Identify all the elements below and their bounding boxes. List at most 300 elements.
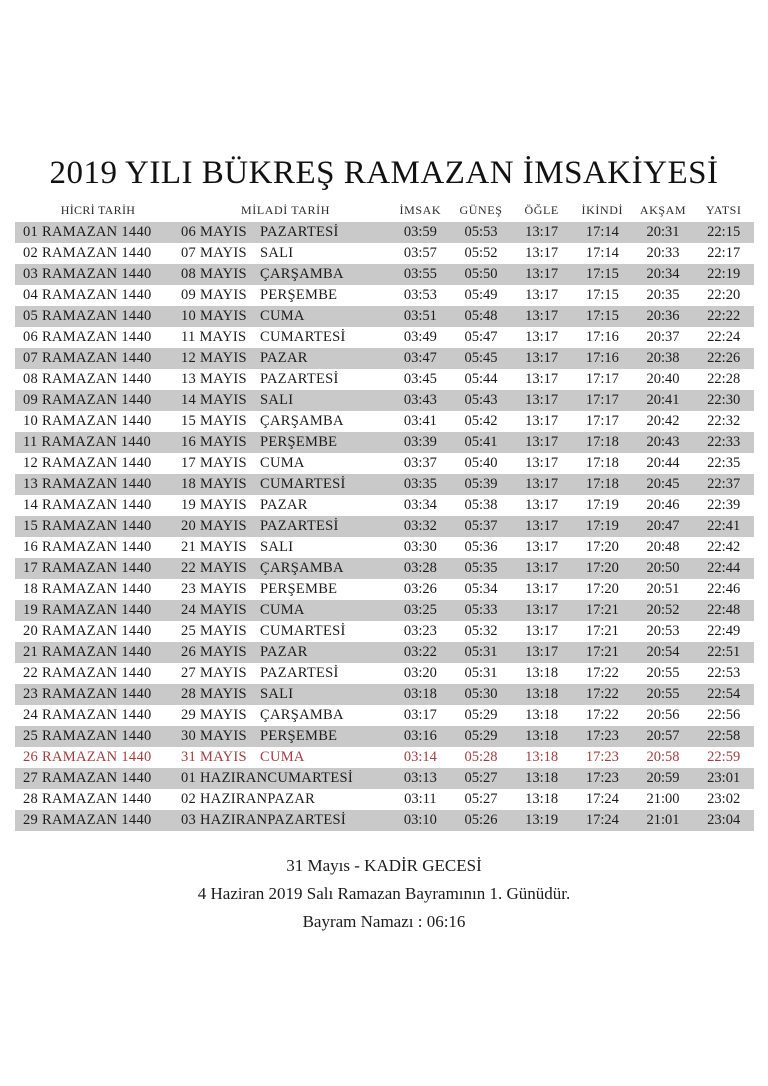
cell-miladi-date: 30 MAYIS — [181, 728, 247, 744]
cell-ikindi-time: 17:20 — [585, 560, 619, 576]
cell-yatsi-time: 23:02 — [707, 791, 741, 807]
cell-ikindi-time: 17:21 — [585, 623, 619, 639]
cell-day-name: SALI — [260, 539, 294, 555]
cell-miladi-tarih — [181, 539, 390, 556]
cell-imsak-time: 03:14 — [403, 749, 437, 765]
cell-hicri-tarih: 28 RAMAZAN 1440 — [23, 791, 152, 807]
cell-ikindi-time: 17:19 — [585, 497, 619, 513]
cell-miladi-date: 12 MAYIS — [181, 350, 247, 366]
cell-aksam-time: 20:40 — [646, 371, 680, 387]
cell-miladi-tarih — [181, 371, 390, 388]
cell-aksam-time: 20:44 — [646, 455, 680, 471]
cell-yatsi-time: 22:33 — [707, 434, 741, 450]
cell-miladi-date: 09 MAYIS — [181, 287, 247, 303]
table-row — [15, 537, 754, 558]
cell-aksam-time: 20:53 — [646, 623, 680, 639]
cell-yatsi-time: 22:41 — [707, 518, 741, 534]
cell-miladi-tarih — [181, 560, 390, 577]
table-row — [15, 684, 754, 705]
cell-miladi-tarih — [181, 791, 390, 808]
cell-miladi-tarih — [181, 602, 390, 619]
cell-yatsi-time: 23:01 — [707, 770, 741, 786]
column-header-ogle: ÖĞLE — [524, 202, 559, 217]
cell-imsak-time: 03:26 — [403, 581, 437, 597]
cell-yatsi-time: 22:24 — [707, 329, 741, 345]
cell-hicri-tarih: 18 RAMAZAN 1440 — [23, 581, 152, 597]
cell-miladi-date: 16 MAYIS — [181, 434, 247, 450]
column-header-miladi-tarih: MİLADİ TARİH — [240, 202, 330, 217]
cell-imsak-time: 03:57 — [403, 245, 437, 261]
cell-imsak-time: 03:49 — [403, 329, 437, 345]
cell-miladi-date: 15 MAYIS — [181, 413, 247, 429]
cell-ogle-time: 13:18 — [525, 749, 559, 765]
cell-miladi-date: 06 MAYIS — [181, 224, 247, 240]
cell-day-name: PAZARTESİ — [267, 812, 347, 828]
cell-aksam-time: 20:41 — [646, 392, 680, 408]
footer-note-bayram-gunu: 4 Haziran 2019 Salı Ramazan Bayramının 1. Günüdür. — [197, 884, 571, 903]
cell-aksam-time: 20:33 — [646, 245, 680, 261]
cell-yatsi-time: 23:04 — [707, 812, 741, 828]
cell-hicri-tarih: 09 RAMAZAN 1440 — [23, 392, 152, 408]
cell-ikindi-time: 17:18 — [585, 476, 619, 492]
cell-day-name: PERŞEMBE — [260, 728, 338, 744]
cell-gunes-time: 05:49 — [464, 287, 498, 303]
cell-aksam-time: 20:52 — [646, 602, 680, 618]
cell-gunes-time: 05:41 — [464, 434, 498, 450]
cell-miladi-tarih — [181, 413, 390, 430]
cell-yatsi-time: 22:26 — [707, 350, 741, 366]
cell-aksam-time: 20:46 — [646, 497, 680, 513]
cell-gunes-time: 05:44 — [464, 371, 498, 387]
cell-yatsi-time: 22:49 — [707, 623, 741, 639]
cell-yatsi-time: 22:56 — [707, 707, 741, 723]
cell-ikindi-time: 17:23 — [585, 728, 619, 744]
cell-miladi-tarih — [181, 392, 390, 409]
cell-yatsi-time: 22:22 — [707, 308, 741, 324]
table-row — [15, 390, 754, 411]
cell-day-name: PAZAR — [260, 497, 308, 513]
cell-hicri-tarih: 11 RAMAZAN 1440 — [23, 434, 152, 450]
cell-hicri-tarih: 29 RAMAZAN 1440 — [23, 812, 152, 828]
cell-yatsi-time: 22:32 — [707, 413, 741, 429]
cell-yatsi-time: 22:17 — [707, 245, 741, 261]
cell-gunes-time: 05:26 — [464, 812, 498, 828]
cell-gunes-time: 05:33 — [464, 602, 498, 618]
cell-miladi-tarih — [181, 707, 390, 724]
cell-miladi-tarih — [181, 623, 390, 640]
table-header-row — [15, 198, 754, 222]
column-header-imsak: İMSAK — [399, 202, 442, 217]
table-row — [15, 285, 754, 306]
cell-day-name: PAZAR — [260, 350, 308, 366]
cell-imsak-time: 03:35 — [403, 476, 437, 492]
cell-gunes-time: 05:36 — [464, 539, 498, 555]
table-row — [15, 747, 754, 768]
cell-gunes-time: 05:28 — [464, 749, 498, 765]
cell-day-name: SALI — [260, 245, 294, 261]
cell-ikindi-time: 17:17 — [585, 413, 619, 429]
cell-aksam-time: 20:54 — [646, 644, 680, 660]
cell-miladi-date: 26 MAYIS — [181, 644, 247, 660]
table-row — [15, 621, 754, 642]
cell-miladi-tarih — [181, 665, 390, 682]
table-row — [15, 768, 754, 789]
cell-miladi-date: 10 MAYIS — [181, 308, 247, 324]
cell-ikindi-time: 17:15 — [585, 287, 619, 303]
table-row — [15, 726, 754, 747]
cell-ogle-time: 13:17 — [525, 518, 559, 534]
cell-yatsi-time: 22:39 — [707, 497, 741, 513]
cell-ikindi-time: 17:20 — [585, 539, 619, 555]
cell-miladi-date: 21 MAYIS — [181, 539, 247, 555]
cell-ogle-time: 13:18 — [525, 770, 559, 786]
cell-day-name: CUMARTESİ — [260, 329, 346, 345]
cell-ikindi-time: 17:20 — [585, 581, 619, 597]
cell-imsak-time: 03:55 — [403, 266, 437, 282]
cell-day-name: CUMA — [260, 602, 305, 618]
cell-miladi-tarih — [181, 434, 390, 451]
cell-imsak-time: 03:59 — [403, 224, 437, 240]
cell-imsak-time: 03:13 — [403, 770, 437, 786]
table-row — [15, 705, 754, 726]
cell-yatsi-time: 22:53 — [707, 665, 741, 681]
cell-gunes-time: 05:39 — [464, 476, 498, 492]
table-row — [15, 432, 754, 453]
cell-imsak-time: 03:41 — [403, 413, 437, 429]
cell-miladi-date: 13 MAYIS — [181, 371, 247, 387]
cell-hicri-tarih: 06 RAMAZAN 1440 — [23, 329, 152, 345]
cell-miladi-date: 29 MAYIS — [181, 707, 247, 723]
cell-imsak-time: 03:10 — [403, 812, 437, 828]
cell-miladi-tarih — [181, 728, 390, 745]
cell-gunes-time: 05:40 — [464, 455, 498, 471]
cell-aksam-time: 20:37 — [646, 329, 680, 345]
cell-ogle-time: 13:17 — [525, 413, 559, 429]
cell-ikindi-time: 17:18 — [585, 455, 619, 471]
cell-imsak-time: 03:18 — [403, 686, 437, 702]
cell-miladi-tarih — [181, 287, 390, 304]
cell-day-name: ÇARŞAMBA — [260, 707, 344, 723]
footer-note-kadir-gecesi: 31 Mayıs - KADİR GECESİ — [286, 856, 482, 875]
cell-hicri-tarih: 23 RAMAZAN 1440 — [23, 686, 152, 702]
cell-imsak-time: 03:47 — [403, 350, 437, 366]
cell-imsak-time: 03:20 — [403, 665, 437, 681]
cell-hicri-tarih: 22 RAMAZAN 1440 — [23, 665, 152, 681]
cell-miladi-date: 02 HAZIRAN — [181, 791, 268, 807]
cell-hicri-tarih: 17 RAMAZAN 1440 — [23, 560, 152, 576]
cell-miladi-tarih — [181, 749, 390, 766]
cell-gunes-time: 05:50 — [464, 266, 498, 282]
cell-miladi-date: 11 MAYIS — [181, 329, 247, 345]
cell-aksam-time: 20:47 — [646, 518, 680, 534]
cell-ikindi-time: 17:22 — [585, 686, 619, 702]
cell-imsak-time: 03:53 — [403, 287, 437, 303]
cell-ikindi-time: 17:18 — [585, 434, 619, 450]
cell-day-name: CUMARTESİ — [267, 770, 353, 786]
cell-yatsi-time: 22:54 — [707, 686, 741, 702]
cell-imsak-time: 03:39 — [403, 434, 437, 450]
cell-gunes-time: 05:27 — [464, 791, 498, 807]
cell-day-name: CUMARTESİ — [260, 476, 346, 492]
cell-ikindi-time: 17:21 — [585, 644, 619, 660]
cell-gunes-time: 05:38 — [464, 497, 498, 513]
cell-miladi-date: 24 MAYIS — [181, 602, 247, 618]
cell-day-name: ÇARŞAMBA — [260, 560, 344, 576]
cell-ikindi-time: 17:24 — [585, 791, 619, 807]
cell-hicri-tarih: 14 RAMAZAN 1440 — [23, 497, 152, 513]
cell-hicri-tarih: 04 RAMAZAN 1440 — [23, 287, 152, 303]
cell-aksam-time: 20:34 — [646, 266, 680, 282]
cell-ikindi-time: 17:22 — [585, 707, 619, 723]
cell-gunes-time: 05:35 — [464, 560, 498, 576]
cell-aksam-time: 20:55 — [646, 686, 680, 702]
table-row — [15, 810, 754, 831]
cell-ikindi-time: 17:23 — [585, 749, 619, 765]
table-row — [15, 411, 754, 432]
cell-ogle-time: 13:17 — [525, 350, 559, 366]
cell-ikindi-time: 17:16 — [585, 329, 619, 345]
cell-miladi-tarih — [181, 644, 390, 661]
cell-ogle-time: 13:18 — [525, 665, 559, 681]
cell-day-name: PAZARTESİ — [260, 518, 339, 534]
cell-aksam-time: 21:00 — [646, 791, 680, 807]
cell-day-name: PERŞEMBE — [260, 287, 338, 303]
table-row — [15, 789, 754, 810]
table-row — [15, 327, 754, 348]
cell-hicri-tarih: 25 RAMAZAN 1440 — [23, 728, 152, 744]
cell-ogle-time: 13:17 — [525, 266, 559, 282]
cell-aksam-time: 20:35 — [646, 287, 680, 303]
cell-aksam-time: 20:42 — [646, 413, 680, 429]
cell-miladi-date: 19 MAYIS — [181, 497, 247, 513]
cell-day-name: SALI — [260, 686, 294, 702]
cell-imsak-time: 03:32 — [403, 518, 437, 534]
cell-miladi-date: 31 MAYIS — [181, 749, 247, 765]
cell-miladi-tarih — [181, 812, 390, 829]
table-row — [15, 243, 754, 264]
cell-miladi-date: 18 MAYIS — [181, 476, 247, 492]
cell-imsak-time: 03:11 — [404, 791, 437, 807]
cell-miladi-tarih — [181, 476, 390, 493]
cell-hicri-tarih: 15 RAMAZAN 1440 — [23, 518, 152, 534]
cell-aksam-time: 20:58 — [646, 749, 680, 765]
cell-day-name: PERŞEMBE — [260, 434, 338, 450]
table-row — [15, 306, 754, 327]
column-header-gunes: GÜNEŞ — [459, 202, 503, 217]
cell-hicri-tarih: 27 RAMAZAN 1440 — [23, 770, 152, 786]
cell-miladi-tarih — [181, 518, 390, 535]
cell-aksam-time: 20:48 — [646, 539, 680, 555]
cell-gunes-time: 05:31 — [464, 665, 498, 681]
cell-ikindi-time: 17:23 — [585, 770, 619, 786]
cell-gunes-time: 05:47 — [464, 329, 498, 345]
cell-ikindi-time: 17:14 — [585, 245, 619, 261]
cell-ikindi-time: 17:14 — [585, 224, 619, 240]
cell-yatsi-time: 22:35 — [707, 455, 741, 471]
cell-gunes-time: 05:29 — [464, 728, 498, 744]
cell-miladi-tarih — [181, 497, 390, 514]
cell-imsak-time: 03:37 — [403, 455, 437, 471]
cell-ogle-time: 13:17 — [525, 224, 559, 240]
cell-miladi-date: 20 MAYIS — [181, 518, 247, 534]
cell-ogle-time: 13:17 — [525, 581, 559, 597]
cell-ogle-time: 13:17 — [525, 644, 559, 660]
column-header-ikindi: İKİNDİ — [581, 202, 624, 217]
cell-hicri-tarih: 21 RAMAZAN 1440 — [23, 644, 152, 660]
cell-aksam-time: 20:50 — [646, 560, 680, 576]
cell-hicri-tarih: 16 RAMAZAN 1440 — [23, 539, 152, 555]
column-header-aksam: AKŞAM — [639, 202, 687, 217]
cell-yatsi-time: 22:42 — [707, 539, 741, 555]
cell-aksam-time: 20:31 — [646, 224, 680, 240]
cell-imsak-time: 03:17 — [403, 707, 437, 723]
cell-hicri-tarih: 08 RAMAZAN 1440 — [23, 371, 152, 387]
cell-miladi-tarih — [181, 245, 390, 262]
cell-imsak-time: 03:16 — [403, 728, 437, 744]
cell-ogle-time: 13:17 — [525, 245, 559, 261]
cell-imsak-time: 03:43 — [403, 392, 437, 408]
cell-day-name: CUMA — [260, 308, 305, 324]
cell-day-name: SALI — [260, 392, 294, 408]
cell-ogle-time: 13:17 — [525, 392, 559, 408]
cell-ogle-time: 13:17 — [525, 602, 559, 618]
cell-yatsi-time: 22:46 — [707, 581, 741, 597]
footer-notes — [0, 857, 768, 931]
cell-ogle-time: 13:17 — [525, 308, 559, 324]
cell-gunes-time: 05:45 — [464, 350, 498, 366]
cell-ogle-time: 13:17 — [525, 455, 559, 471]
cell-gunes-time: 05:42 — [464, 413, 498, 429]
cell-hicri-tarih: 19 RAMAZAN 1440 — [23, 602, 152, 618]
cell-ogle-time: 13:17 — [525, 623, 559, 639]
cell-day-name: PAZAR — [260, 644, 308, 660]
table-row — [15, 369, 754, 390]
cell-miladi-tarih — [181, 581, 390, 598]
cell-yatsi-time: 22:37 — [707, 476, 741, 492]
cell-aksam-time: 20:45 — [646, 476, 680, 492]
table-row — [15, 642, 754, 663]
cell-miladi-tarih — [181, 770, 390, 787]
cell-ikindi-time: 17:22 — [585, 665, 619, 681]
cell-yatsi-time: 22:30 — [707, 392, 741, 408]
cell-ogle-time: 13:17 — [525, 371, 559, 387]
footer-note-bayram-namazi: Bayram Namazı : 06:16 — [302, 912, 466, 931]
cell-miladi-date: 03 HAZIRAN — [181, 812, 268, 828]
cell-yatsi-time: 22:28 — [707, 371, 741, 387]
cell-ikindi-time: 17:21 — [585, 602, 619, 618]
cell-ogle-time: 13:19 — [525, 812, 559, 828]
cell-ogle-time: 13:17 — [525, 287, 559, 303]
cell-day-name: CUMA — [260, 749, 305, 765]
cell-aksam-time: 20:56 — [646, 707, 680, 723]
cell-gunes-time: 05:27 — [464, 770, 498, 786]
cell-gunes-time: 05:43 — [464, 392, 498, 408]
cell-imsak-time: 03:34 — [403, 497, 437, 513]
cell-gunes-time: 05:29 — [464, 707, 498, 723]
table-row — [15, 474, 754, 495]
cell-hicri-tarih: 10 RAMAZAN 1440 — [23, 413, 152, 429]
cell-imsak-time: 03:51 — [403, 308, 437, 324]
cell-ikindi-time: 17:15 — [585, 266, 619, 282]
cell-yatsi-time: 22:51 — [707, 644, 741, 660]
cell-miladi-date: 25 MAYIS — [181, 623, 247, 639]
cell-yatsi-time: 22:48 — [707, 602, 741, 618]
cell-miladi-date: 27 MAYIS — [181, 665, 247, 681]
cell-ogle-time: 13:17 — [525, 539, 559, 555]
cell-yatsi-time: 22:59 — [707, 749, 741, 765]
cell-gunes-time: 05:31 — [464, 644, 498, 660]
cell-day-name: PERŞEMBE — [260, 581, 338, 597]
cell-yatsi-time: 22:15 — [707, 224, 741, 240]
cell-aksam-time: 20:51 — [646, 581, 680, 597]
cell-aksam-time: 20:38 — [646, 350, 680, 366]
cell-gunes-time: 05:32 — [464, 623, 498, 639]
cell-hicri-tarih: 07 RAMAZAN 1440 — [23, 350, 152, 366]
cell-day-name: ÇARŞAMBA — [260, 266, 344, 282]
cell-aksam-time: 21:01 — [646, 812, 680, 828]
cell-gunes-time: 05:34 — [464, 581, 498, 597]
cell-day-name: PAZARTESİ — [260, 371, 339, 387]
cell-miladi-tarih — [181, 308, 390, 325]
cell-miladi-date: 14 MAYIS — [181, 392, 247, 408]
cell-imsak-time: 03:30 — [403, 539, 437, 555]
cell-hicri-tarih: 26 RAMAZAN 1440 — [23, 749, 152, 765]
table-row — [15, 600, 754, 621]
cell-miladi-date: 23 MAYIS — [181, 581, 247, 597]
cell-ikindi-time: 17:24 — [585, 812, 619, 828]
cell-miladi-tarih — [181, 266, 390, 283]
table-row — [15, 558, 754, 579]
cell-hicri-tarih: 03 RAMAZAN 1440 — [23, 266, 152, 282]
cell-yatsi-time: 22:20 — [707, 287, 741, 303]
prayer-times-table — [15, 198, 754, 831]
table-row — [15, 348, 754, 369]
cell-aksam-time: 20:43 — [646, 434, 680, 450]
cell-miladi-date: 08 MAYIS — [181, 266, 247, 282]
cell-ogle-time: 13:17 — [525, 434, 559, 450]
cell-hicri-tarih: 02 RAMAZAN 1440 — [23, 245, 152, 261]
cell-ikindi-time: 17:17 — [585, 371, 619, 387]
cell-aksam-time: 20:57 — [646, 728, 680, 744]
column-header-hicri-tarih: HİCRİ TARİH — [60, 202, 136, 217]
cell-gunes-time: 05:52 — [464, 245, 498, 261]
cell-gunes-time: 05:30 — [464, 686, 498, 702]
cell-day-name: PAZARTESİ — [260, 224, 339, 240]
table-row — [15, 516, 754, 537]
cell-day-name: CUMA — [260, 455, 305, 471]
cell-miladi-date: 28 MAYIS — [181, 686, 247, 702]
cell-yatsi-time: 22:19 — [707, 266, 741, 282]
cell-imsak-time: 03:23 — [403, 623, 437, 639]
page-title: 2019 YILI BÜKREŞ RAMAZAN İMSAKİYESİ — [49, 155, 719, 191]
cell-hicri-tarih: 05 RAMAZAN 1440 — [23, 308, 152, 324]
cell-day-name: PAZAR — [267, 791, 316, 807]
table-row — [15, 264, 754, 285]
cell-day-name: PAZARTESİ — [260, 665, 339, 681]
cell-ogle-time: 13:18 — [525, 791, 559, 807]
cell-miladi-tarih — [181, 224, 390, 241]
cell-imsak-time: 03:45 — [403, 371, 437, 387]
cell-hicri-tarih: 01 RAMAZAN 1440 — [23, 224, 152, 240]
cell-ikindi-time: 17:16 — [585, 350, 619, 366]
cell-miladi-tarih — [181, 686, 390, 703]
cell-hicri-tarih: 24 RAMAZAN 1440 — [23, 707, 152, 723]
cell-hicri-tarih: 13 RAMAZAN 1440 — [23, 476, 152, 492]
cell-gunes-time: 05:37 — [464, 518, 498, 534]
column-header-yatsi: YATSI — [705, 202, 742, 217]
cell-miladi-date: 01 HAZIRAN — [181, 770, 268, 786]
cell-miladi-tarih — [181, 329, 390, 346]
